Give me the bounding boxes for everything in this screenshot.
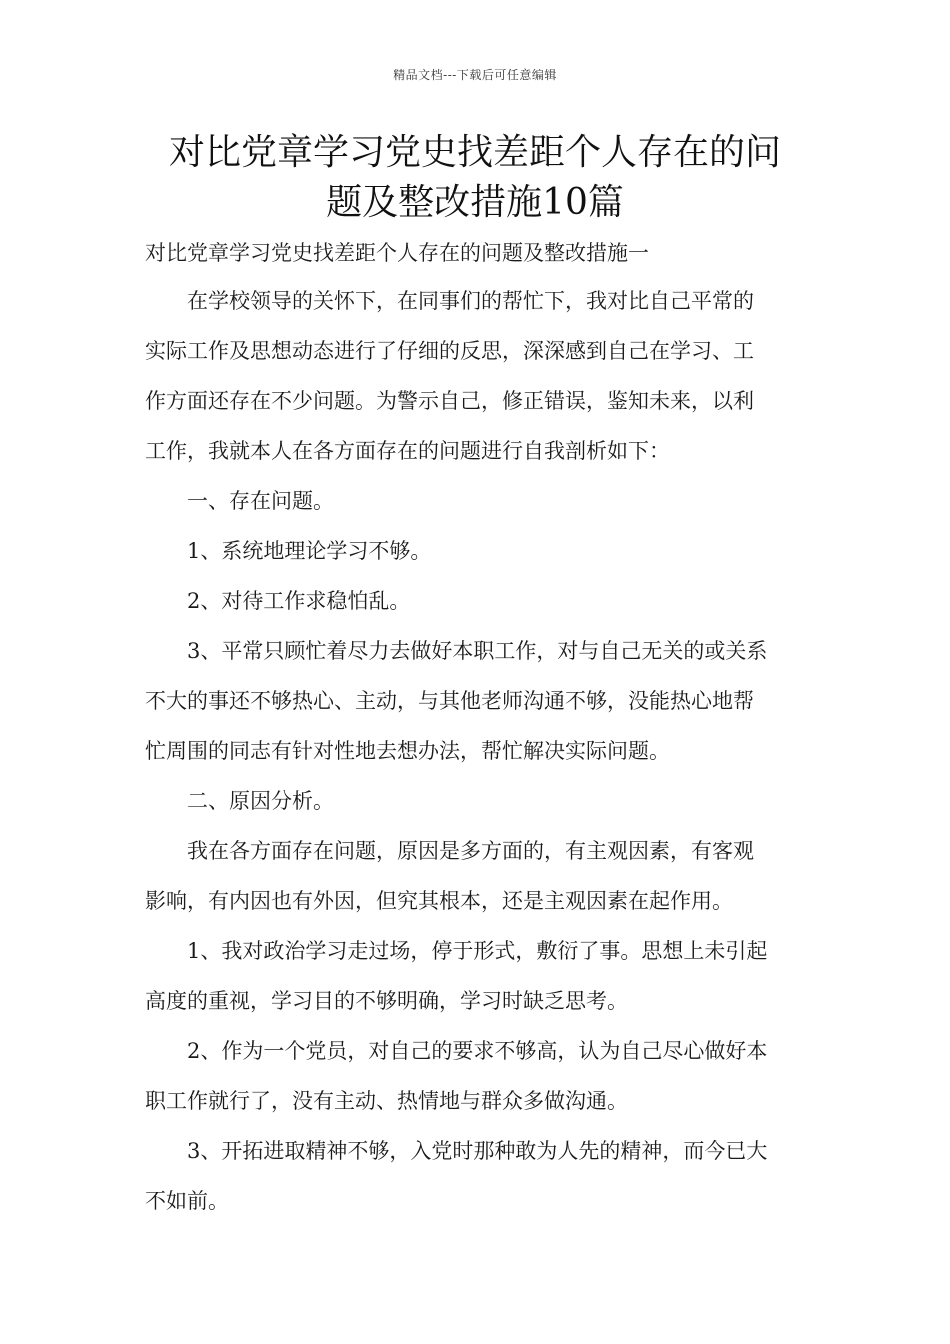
paragraph-line: 职工作就行了，没有主动、热情地与群众多做沟通。 xyxy=(145,1089,628,1113)
paragraph-line: 不如前。 xyxy=(145,1189,229,1213)
paragraph-line: 忙周围的同志有针对性地去想办法，帮忙解决实际问题。 xyxy=(145,739,670,763)
title-line-2: 题及整改措施10篇 xyxy=(326,182,624,223)
list-item: 2、作为一个党员，对自己的要求不够高，认为自己尽心做好本 xyxy=(187,1039,768,1063)
paragraph-line: 我在各方面存在问题，原因是多方面的，有主观因素，有客观 xyxy=(187,839,754,863)
list-item: 3、平常只顾忙着尽力去做好本职工作，对与自己无关的或关系 xyxy=(187,639,768,663)
title-line-1: 对比党章学习党史找差距个人存在的问 xyxy=(168,132,781,173)
document-title xyxy=(120,128,830,228)
header-note: 精品文档---下载后可任意编辑 xyxy=(393,68,557,82)
section-heading: 一、存在问题。 xyxy=(187,489,334,513)
paragraph-line: 实际工作及思想动态进行了仔细的反思，深深感到自己在学习、工 xyxy=(145,339,754,363)
paragraph-line: 影响，有内因也有外因，但究其根本，还是主观因素在起作用。 xyxy=(145,889,733,913)
paragraph-line: 高度的重视，学习目的不够明确，学习时缺乏思考。 xyxy=(145,989,628,1013)
paragraph-line: 作方面还存在不少问题。为警示自己，修正错误，鉴知未来，以利 xyxy=(145,389,754,413)
list-item: 3、开拓进取精神不够，入党时那种敢为人先的精神，而今已大 xyxy=(187,1139,768,1163)
section-heading: 二、原因分析。 xyxy=(187,789,334,813)
paragraph-line: 不大的事还不够热心、主动，与其他老师沟通不够，没能热心地帮 xyxy=(145,689,754,713)
paragraph-line: 在学校领导的关怀下，在同事们的帮忙下，我对比自己平常的 xyxy=(187,289,754,313)
paragraph-line: 工作，我就本人在各方面存在的问题进行自我剖析如下： xyxy=(145,439,670,463)
list-item: 1、我对政治学习走过场，停于形式，敷衍了事。思想上未引起 xyxy=(187,939,768,963)
subtitle: 对比党章学习党史找差距个人存在的问题及整改措施一 xyxy=(145,241,649,265)
list-item: 2、对待工作求稳怕乱。 xyxy=(187,589,411,613)
list-item: 1、系统地理论学习不够。 xyxy=(187,539,432,563)
